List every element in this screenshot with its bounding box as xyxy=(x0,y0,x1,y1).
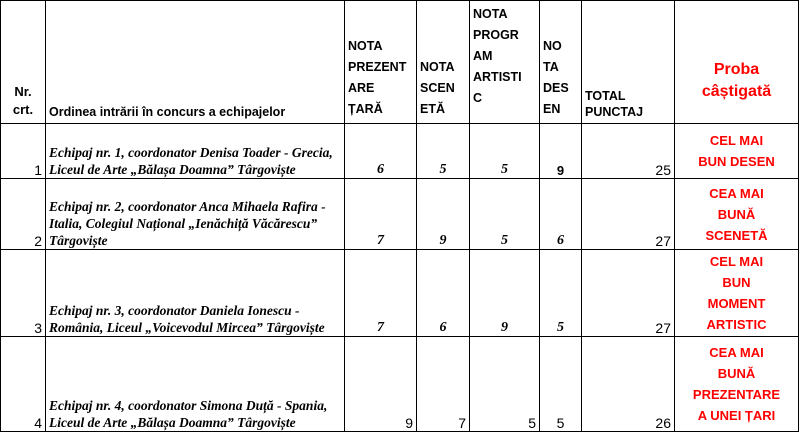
score-prezentare: 6 xyxy=(345,124,417,179)
row-number: 3 xyxy=(1,250,46,337)
table-row xyxy=(1,337,799,432)
table-row xyxy=(1,179,799,250)
score-program: 5 xyxy=(470,179,540,250)
header-nota-program: NOTA PROGR AM ARTISTI C xyxy=(470,1,540,124)
table-row xyxy=(1,250,799,337)
total-score: 26 xyxy=(582,337,675,432)
total-score: 25 xyxy=(582,124,675,179)
header-total-punctaj: TOTAL PUNCTAJ xyxy=(582,1,675,124)
total-score: 27 xyxy=(582,250,675,337)
score-desen: 5 xyxy=(540,250,582,337)
score-prezentare: 7 xyxy=(345,179,417,250)
score-sceneta: 7 xyxy=(417,337,470,432)
score-program: 5 xyxy=(470,337,540,432)
prize-label: CEA MAI BUNĂ PREZENTARE A UNEI ȚARI xyxy=(675,337,799,432)
team-description: Echipaj nr. 3, coordonator Daniela Ionescu - România, Liceul „Voicevodul Mircea” Târgoviște xyxy=(46,250,345,337)
header-nota-prezentare: NOTA PREZENT ARE ȚARĂ xyxy=(345,1,417,124)
team-description: Echipaj nr. 1, coordonator Denisa Toader - Grecia, Liceul de Arte „Bălașa Doamna” Târgoviște xyxy=(46,124,345,179)
score-desen: 5 xyxy=(540,337,582,432)
score-sceneta: 5 xyxy=(417,124,470,179)
header-nota-desen: NO TA DES EN xyxy=(540,1,582,124)
header-nr-crt: Nr. crt. xyxy=(1,1,46,124)
row-number: 2 xyxy=(1,179,46,250)
score-sceneta: 6 xyxy=(417,250,470,337)
header-nota-sceneta: NOTA SCEN ETĂ xyxy=(417,1,470,124)
score-prezentare: 7 xyxy=(345,250,417,337)
header-order: Ordinea intrării în concurs a echipajelor xyxy=(46,1,345,124)
header-proba-castigata: Proba câștigată xyxy=(675,1,799,124)
row-number: 4 xyxy=(1,337,46,432)
team-description: Echipaj nr. 4, coordonator Simona Duță - Spania, Liceul de Arte „Bălașa Doamna” Târgoviște xyxy=(46,337,345,432)
total-score: 27 xyxy=(582,179,675,250)
score-prezentare: 9 xyxy=(345,337,417,432)
score-program: 5 xyxy=(470,124,540,179)
row-number: 1 xyxy=(1,124,46,179)
score-desen: 6 xyxy=(540,179,582,250)
header-row xyxy=(1,1,799,124)
score-desen: 9 xyxy=(540,124,582,179)
team-description: Echipaj nr. 2, coordonator Anca Mihaela Rafira - Italia, Colegiul Național „Ienăchiță Văcărescu” Târgoviște xyxy=(46,179,345,250)
score-sceneta: 9 xyxy=(417,179,470,250)
prize-label: CEA MAI BUNĂ SCENETĂ xyxy=(675,179,799,250)
table-row xyxy=(1,124,799,179)
prize-label: CEL MAI BUN MOMENT ARTISTIC xyxy=(675,250,799,337)
prize-label: CEL MAI BUN DESEN xyxy=(675,124,799,179)
score-program: 9 xyxy=(470,250,540,337)
